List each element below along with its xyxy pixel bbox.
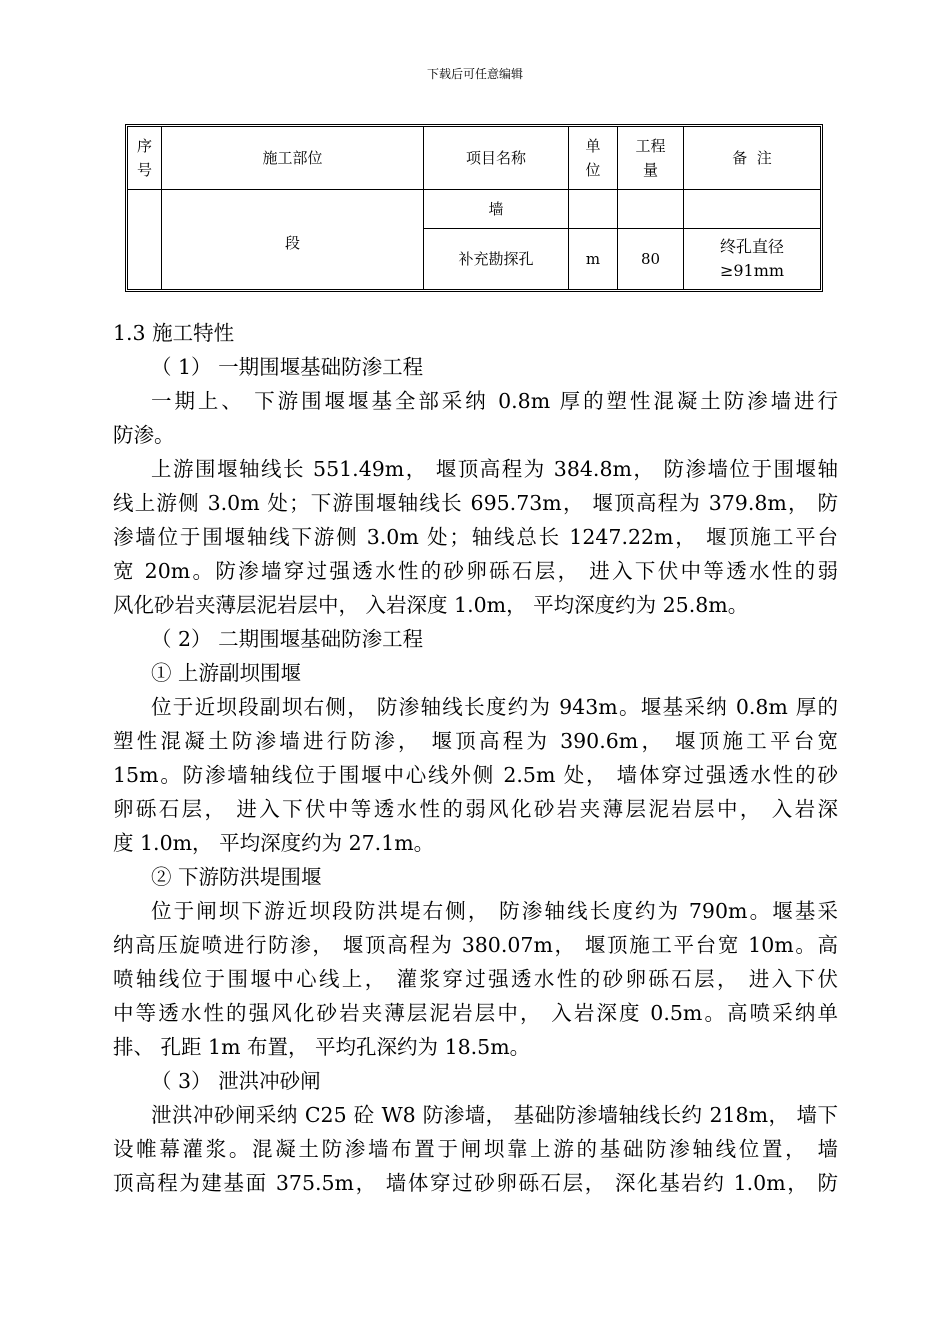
part-cell: 段 bbox=[284, 234, 300, 252]
note-cell: 终孔直径 ≥91mm bbox=[719, 237, 785, 280]
item-name-cell: 补充勘探孔 bbox=[458, 250, 534, 268]
header-unit: 单 位 bbox=[585, 137, 601, 179]
paragraph: 上游围堰轴线长 551.49m， 堰顶高程为 384.8m， 防渗墙位于围堰轴 线上游侧 3.0m 处；下游围堰轴线长 695.73m， 堰顶高程为 379.8m， 防 渗墙位于围堰轴线下游侧 3.0m 处；轴线总长 1247.22m， 堰顶施工平台 宽 20m。防渗墙穿过强透水性的砂卵砾石层， 进入下伏中等透水性的弱 风化砂岩夹薄层泥岩层中， 入岩深度 1.0m， 平均深度约为 25.8m。 bbox=[113, 457, 838, 617]
document-body bbox=[113, 316, 838, 1200]
subsection-title: （ 2） 二期围堰基础防渗工程 bbox=[151, 627, 424, 651]
header-seq: 序 号 bbox=[136, 137, 152, 179]
header-part: 施工部位 bbox=[262, 149, 323, 167]
subsection-title: （ 3） 泄洪冲砂闸 bbox=[151, 1069, 321, 1093]
quantity-cell: 80 bbox=[640, 250, 661, 268]
work-quantity-table bbox=[125, 124, 823, 292]
item-title: ① 上游副坝围堰 bbox=[151, 661, 302, 685]
paragraph: 泄洪冲砂闸采纳 C25 砼 W8 防渗墙， 基础防渗墙轴线长约 218m， 墙下 设帷幕灌浆。混凝土防渗墙布置于闸坝靠上游的基础防渗轴线位置， 墙 顶高程为建基面 375.5m， 墙体穿过砂卵砾石层， 深化基岩约 1.0m， 防 bbox=[113, 1103, 838, 1195]
header-note: 备 注 bbox=[732, 149, 772, 167]
unit-cell: m bbox=[585, 250, 601, 268]
paragraph: 一期上、 下游围堰堰基全部采纳 0.8m 厚的塑性混凝土防渗墙进行 防渗。 bbox=[113, 389, 838, 447]
paragraph: 位于近坝段副坝右侧， 防渗轴线长度约为 943m。堰基采纳 0.8m 厚的 塑性混凝土防渗墙进行防渗， 堰顶高程为 390.6m， 堰顶施工平台宽 15m。防渗墙轴线位于围堰中心线外侧 2.5m 处， 墙体穿过强透水性的砂 卵砾石层， 进入下伏中等透水性的弱风化砂岩夹薄层泥岩层中， 入岩深 度 1.0m， 平均深度约为 27.1m。 bbox=[113, 695, 838, 855]
page-header: 下载后可任意编辑 bbox=[426, 67, 523, 81]
item-title: ② 下游防洪堤围堰 bbox=[151, 865, 322, 889]
header-quantity: 工程 量 bbox=[635, 137, 666, 179]
subsection-title: （ 1） 一期围堰基础防渗工程 bbox=[151, 355, 424, 379]
paragraph: 位于闸坝下游近坝段防洪堤右侧， 防渗轴线长度约为 790m。堰基采 纳高压旋喷进行防渗， 堰顶高程为 380.07m， 堰顶施工平台宽 10m。高 喷轴线位于围堰中心线上， 灌浆穿过强透水性的砂卵砾石层， 进入下伏 中等透水性的强风化砂岩夹薄层泥岩层中， 入岩深度 0.5m。高喷采纳单 排、 孔距 1m 布置， 平均孔深约为 18.5m。 bbox=[113, 899, 838, 1059]
section-heading: 1.3 施工特性 bbox=[113, 321, 235, 345]
item-name-cell: 墙 bbox=[488, 200, 504, 218]
header-item-name: 项目名称 bbox=[465, 149, 526, 167]
